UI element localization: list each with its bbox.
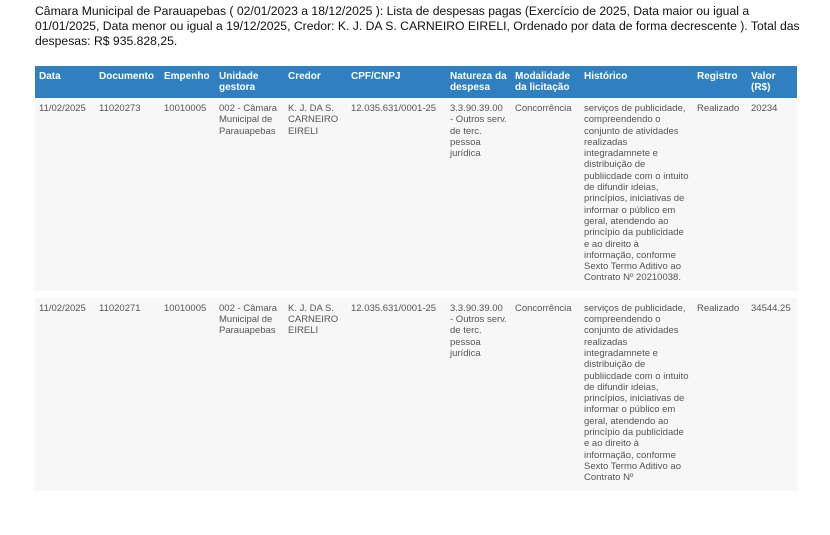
cell-registro: Realizado (697, 103, 740, 114)
cell-valor: 20234 (751, 103, 778, 114)
cell-historico: serviços de publicidade, compreendendo o conjunto de atividades realizadas integradamnete e distribuição de publiicdade com o intuito de difundir ideias, princípios, iniciativas de informar o público em geral, atendendo ao princípio da publicidade e ao direito à informação, conforme Sexto Termo Aditivo ao Contrato Nº (584, 302, 689, 484)
expenses-table (35, 66, 797, 491)
cell-documento: 11020271 (99, 302, 141, 314)
col-header-modalidade-licitacao[interactable]: Modalidade da licitação (511, 66, 580, 98)
cell-unidade-gestora: 002 - Câmara Municipal de Parauapebas (219, 302, 278, 337)
table-row[interactable] (35, 98, 797, 291)
cell-data: 11/02/2025 (39, 103, 86, 114)
cell-valor: 34544.25 (751, 302, 791, 314)
row-spacer (35, 291, 797, 298)
row-spacer-cell (35, 291, 797, 298)
cell-natureza-despesa: 3.3.90.39.00 - Outros serv. de terc. pessoa jurídica (450, 103, 507, 160)
expenses-table-container (35, 66, 797, 491)
col-header-data[interactable]: Data (35, 66, 95, 98)
cell-empenho: 10010005 (164, 302, 207, 314)
col-header-cpf-cnpj[interactable]: CPF/CNPJ (347, 66, 446, 98)
col-header-natureza-despesa[interactable]: Natureza da despesa (446, 66, 511, 98)
cell-historico: serviços de publicidade, compreendendo o conjunto de atividades realizadas integradamnete e distribuição de publiicdade com o intuito de difundir ideias, princípios, iniciativas de informar o público em geral, atendendo ao princípio da publicidade e ao direito à informação, conforme Sexto Termo Aditivo ao Contrato Nº 20210038. (584, 103, 689, 284)
cell-natureza-despesa: 3.3.90.39.00 - Outros serv. de terc. pessoa jurídica (450, 302, 507, 359)
col-header-unidade-gestora[interactable]: Unidade gestora (215, 66, 284, 98)
col-header-historico[interactable]: Histórico (580, 66, 693, 98)
table-header (35, 66, 797, 98)
cell-empenho: 10010005 (164, 103, 207, 114)
cell-credor: K. J. DA S. CARNEIRO EIRELI (288, 302, 339, 337)
cell-modalidade-licitacao: Concorrência (515, 302, 572, 314)
col-header-documento[interactable]: Documento (95, 66, 160, 98)
cell-cpf-cnpj: 12.035.631/0001-25 (351, 302, 437, 314)
cell-data: 11/02/2025 (39, 302, 86, 314)
cell-cpf-cnpj: 12.035.631/0001-25 (351, 103, 437, 114)
report-title: Câmara Municipal de Parauapebas ( 02/01/2023 a 18/12/2025 ): Lista de despesas pagas (Exercício de 2025, Data maior ou igual a 01/01/2025, Data menor ou igual a 19/12/2025, Credor: K. J. DA S. CARNEIRO EIRELI, Ordenado por data de forma decrescente ). Total das despesas: R$ 935.828,25. (35, 4, 800, 48)
col-header-valor[interactable]: Valor (R$) (747, 66, 797, 98)
cell-credor: K. J. DA S. CARNEIRO EIRELI (288, 103, 339, 137)
table-row[interactable] (35, 298, 797, 491)
cell-registro: Realizado (697, 302, 740, 314)
col-header-empenho[interactable]: Empenho (160, 66, 215, 98)
cell-modalidade-licitacao: Concorrência (515, 103, 572, 114)
cell-documento: 11020273 (99, 103, 141, 114)
col-header-credor[interactable]: Credor (284, 66, 347, 98)
col-header-registro[interactable]: Registro (693, 66, 747, 98)
table-body (35, 98, 797, 491)
cell-unidade-gestora: 002 - Câmara Municipal de Parauapebas (219, 103, 278, 137)
